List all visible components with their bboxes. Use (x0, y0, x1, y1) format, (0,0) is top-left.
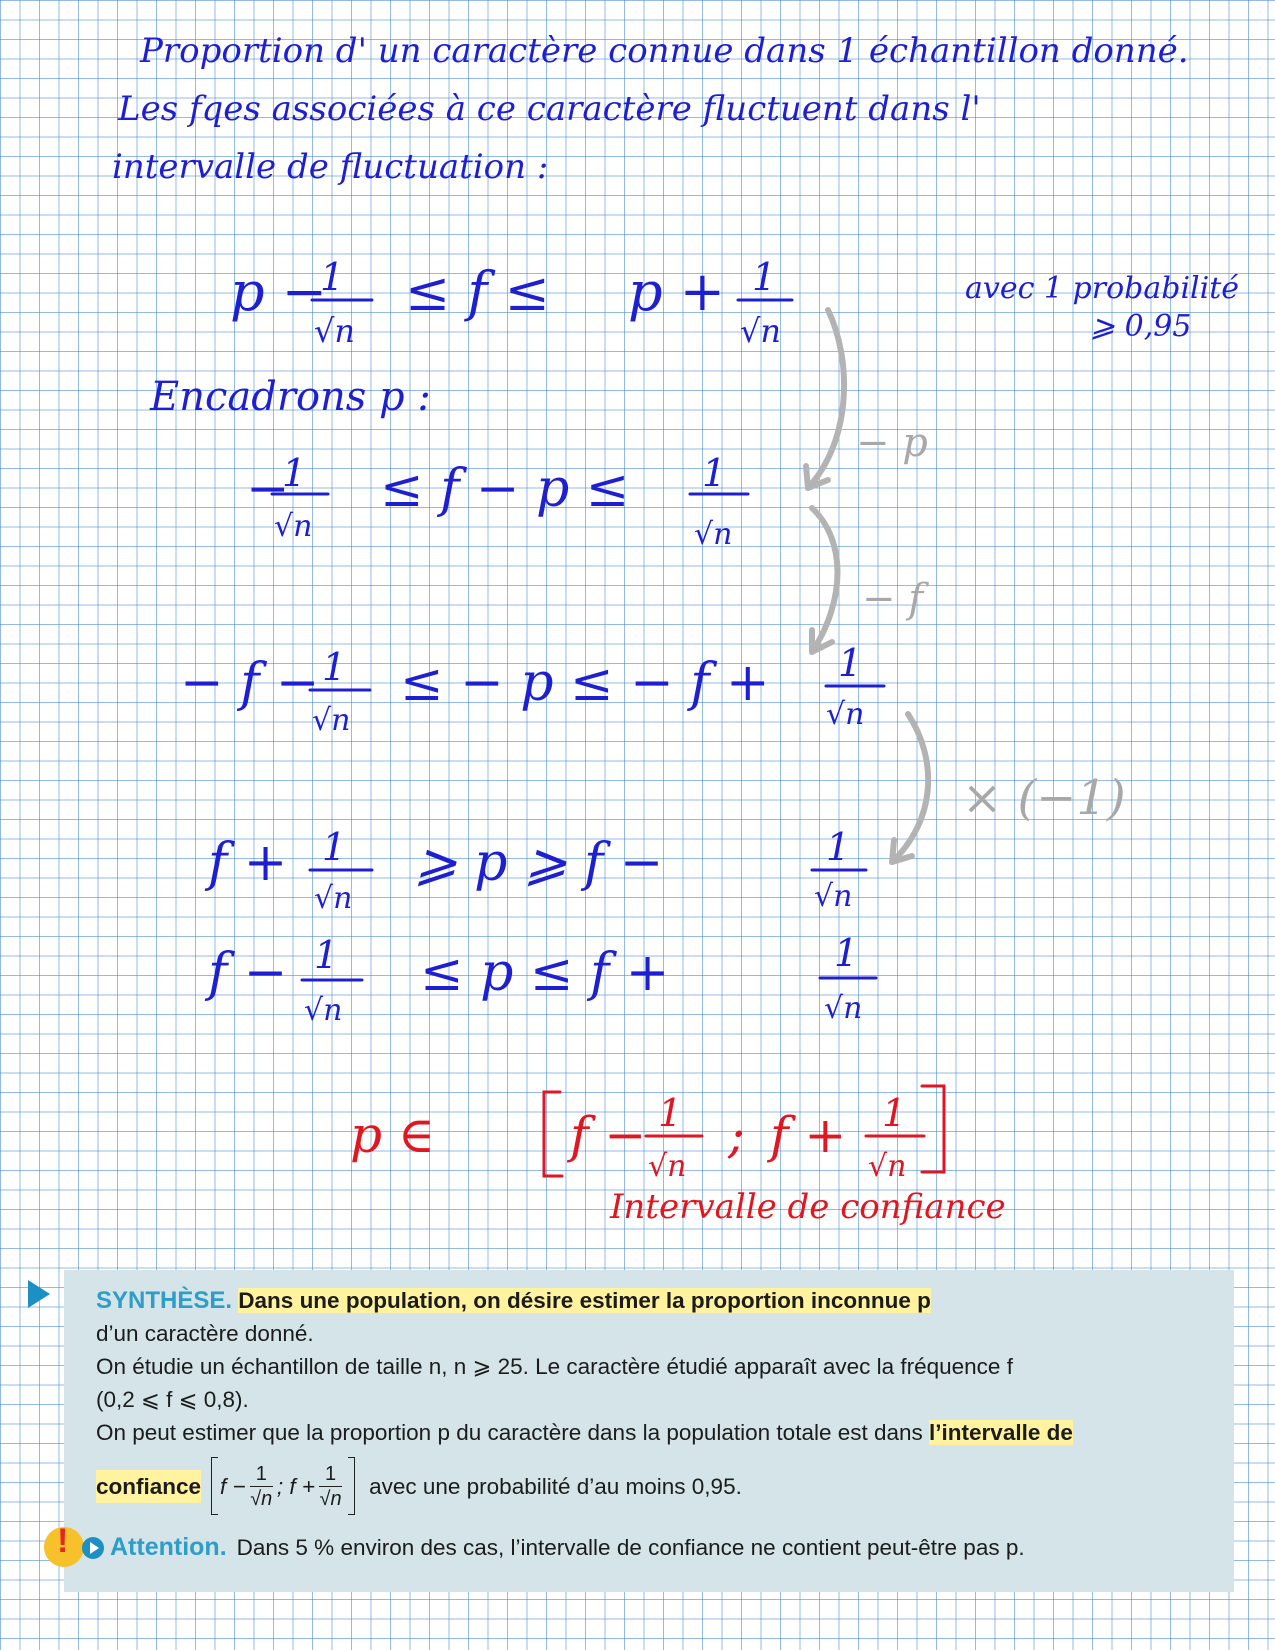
warning-icon: ! (44, 1527, 104, 1567)
step-annotations (806, 310, 1126, 862)
svg-text:p ∈: p ∈ (350, 1106, 435, 1164)
svg-text:1: 1 (320, 255, 345, 299)
interval-semicolon-f-plus: ; f + (276, 1473, 315, 1499)
svg-text:;: ; (728, 1106, 745, 1164)
confidence-interval-result (350, 1086, 1006, 1227)
svg-text:≤ p ≤ f +: ≤ p ≤ f + (420, 943, 670, 1003)
svg-text:√n: √n (312, 703, 351, 738)
notes-line-1: Proportion d' un caractère connue dans 1 échantillon donné. (140, 31, 1189, 71)
synthese-line-3: On étudie un échantillon de taille n, n ⩾ 25. Le caractère étudié apparaît avec la fréquence f (96, 1354, 1013, 1379)
svg-text:p −: p − (230, 260, 327, 323)
inequality-step-2 (180, 641, 884, 738)
probability-value: ⩾ 0,95 (1090, 309, 1192, 344)
play-marker-icon (28, 1280, 50, 1308)
synthese-line-4: (0,2 ⩽ f ⩽ 0,8). (96, 1387, 249, 1412)
svg-text:√n: √n (868, 1149, 907, 1184)
annotation-minus-p: − p (856, 420, 928, 466)
synthese-line-5 (96, 1416, 1206, 1449)
svg-text:√n: √n (274, 509, 313, 544)
result-caption: Intervalle de confiance (610, 1187, 1006, 1227)
synthese-highlight-3: confiance (96, 1470, 201, 1503)
attention-keyword: Attention. (110, 1532, 227, 1561)
notes-line-2: Les fqes associées à ce caractère fluctuent dans l' (118, 89, 981, 129)
svg-text:√n: √n (314, 312, 355, 350)
svg-text:≤ f ≤: ≤ f ≤ (405, 260, 550, 323)
synthese-line-6-tail: avec une probabilité d’au moins 0,95. (369, 1473, 742, 1499)
inequality-step-1 (246, 451, 748, 552)
synthese-highlight-1: Dans une population, on désire estimer la proportion inconnue p (238, 1288, 931, 1313)
svg-text:1: 1 (838, 641, 863, 685)
attention-text: Dans 5 % environ des cas, l’intervalle de confiance ne contient peut-être pas p. (236, 1534, 1025, 1560)
svg-text:≤ f − p ≤: ≤ f − p ≤ (380, 459, 630, 519)
synthese-line-2: d’un caractère donné. (96, 1321, 314, 1346)
synthese-line-1 (96, 1284, 1206, 1317)
svg-text:− f −: − f − (180, 653, 320, 713)
svg-text:1: 1 (882, 1091, 907, 1135)
svg-text:√n: √n (648, 1149, 687, 1184)
synthese-line-6 (96, 1451, 1206, 1521)
fraction-right: $\frac{1}{√n}$ (319, 1462, 342, 1510)
fraction-left: $\frac{1}{√n}$ (250, 1462, 273, 1510)
svg-text:f −: f − (570, 1106, 647, 1164)
svg-text:1: 1 (834, 931, 859, 975)
svg-text:√n: √n (694, 517, 733, 552)
svg-text:√n: √n (814, 879, 853, 914)
synthese-line-5-text: On peut estimer que la proportion p du caractère dans la population totale est dans (96, 1420, 923, 1445)
svg-text:1: 1 (752, 255, 777, 299)
svg-text:≤ − p ≤ − f +: ≤ − p ≤ − f + (400, 653, 770, 713)
svg-text:1: 1 (658, 1091, 683, 1135)
svg-text:⩾ p ⩾ f −: ⩾ p ⩾ f − (414, 833, 664, 893)
synthese-highlight-2: l’intervalle de (929, 1420, 1073, 1445)
inequality-step-3 (204, 825, 866, 916)
svg-text:f +: f + (208, 833, 288, 893)
interval-formula (211, 1457, 355, 1515)
svg-text:√n: √n (304, 993, 343, 1028)
svg-text:1: 1 (314, 933, 339, 977)
svg-text:√n: √n (826, 697, 865, 732)
inequality-step-4 (204, 931, 876, 1028)
annotation-minus-f: − f (862, 576, 924, 622)
annotation-times-minus-one: × (−1) (962, 770, 1126, 826)
synthese-keyword: SYNTHÈSE. (96, 1287, 233, 1314)
svg-text:f −: f − (208, 943, 288, 1003)
svg-text:√n: √n (740, 312, 781, 350)
svg-text:1: 1 (322, 825, 347, 869)
fluctuation-inequality (230, 255, 792, 350)
svg-text:1: 1 (702, 451, 727, 495)
svg-text:1: 1 (826, 825, 851, 869)
svg-text:p +: p + (628, 260, 725, 323)
svg-text:√n: √n (314, 881, 353, 916)
encadrons-heading: Encadrons p : (150, 374, 431, 420)
svg-text:1: 1 (282, 451, 307, 495)
svg-text:−: − (246, 459, 290, 519)
svg-text:1: 1 (322, 645, 347, 689)
probability-note: avec 1 probabilité (965, 271, 1240, 306)
notes-line-3: intervalle de fluctuation : (112, 147, 549, 187)
interval-f-minus: f − (220, 1473, 246, 1499)
svg-text:√n: √n (824, 991, 863, 1026)
attention-row (57, 1522, 1206, 1567)
synthese-box (57, 1270, 1234, 1592)
svg-text:f +: f + (770, 1106, 847, 1164)
